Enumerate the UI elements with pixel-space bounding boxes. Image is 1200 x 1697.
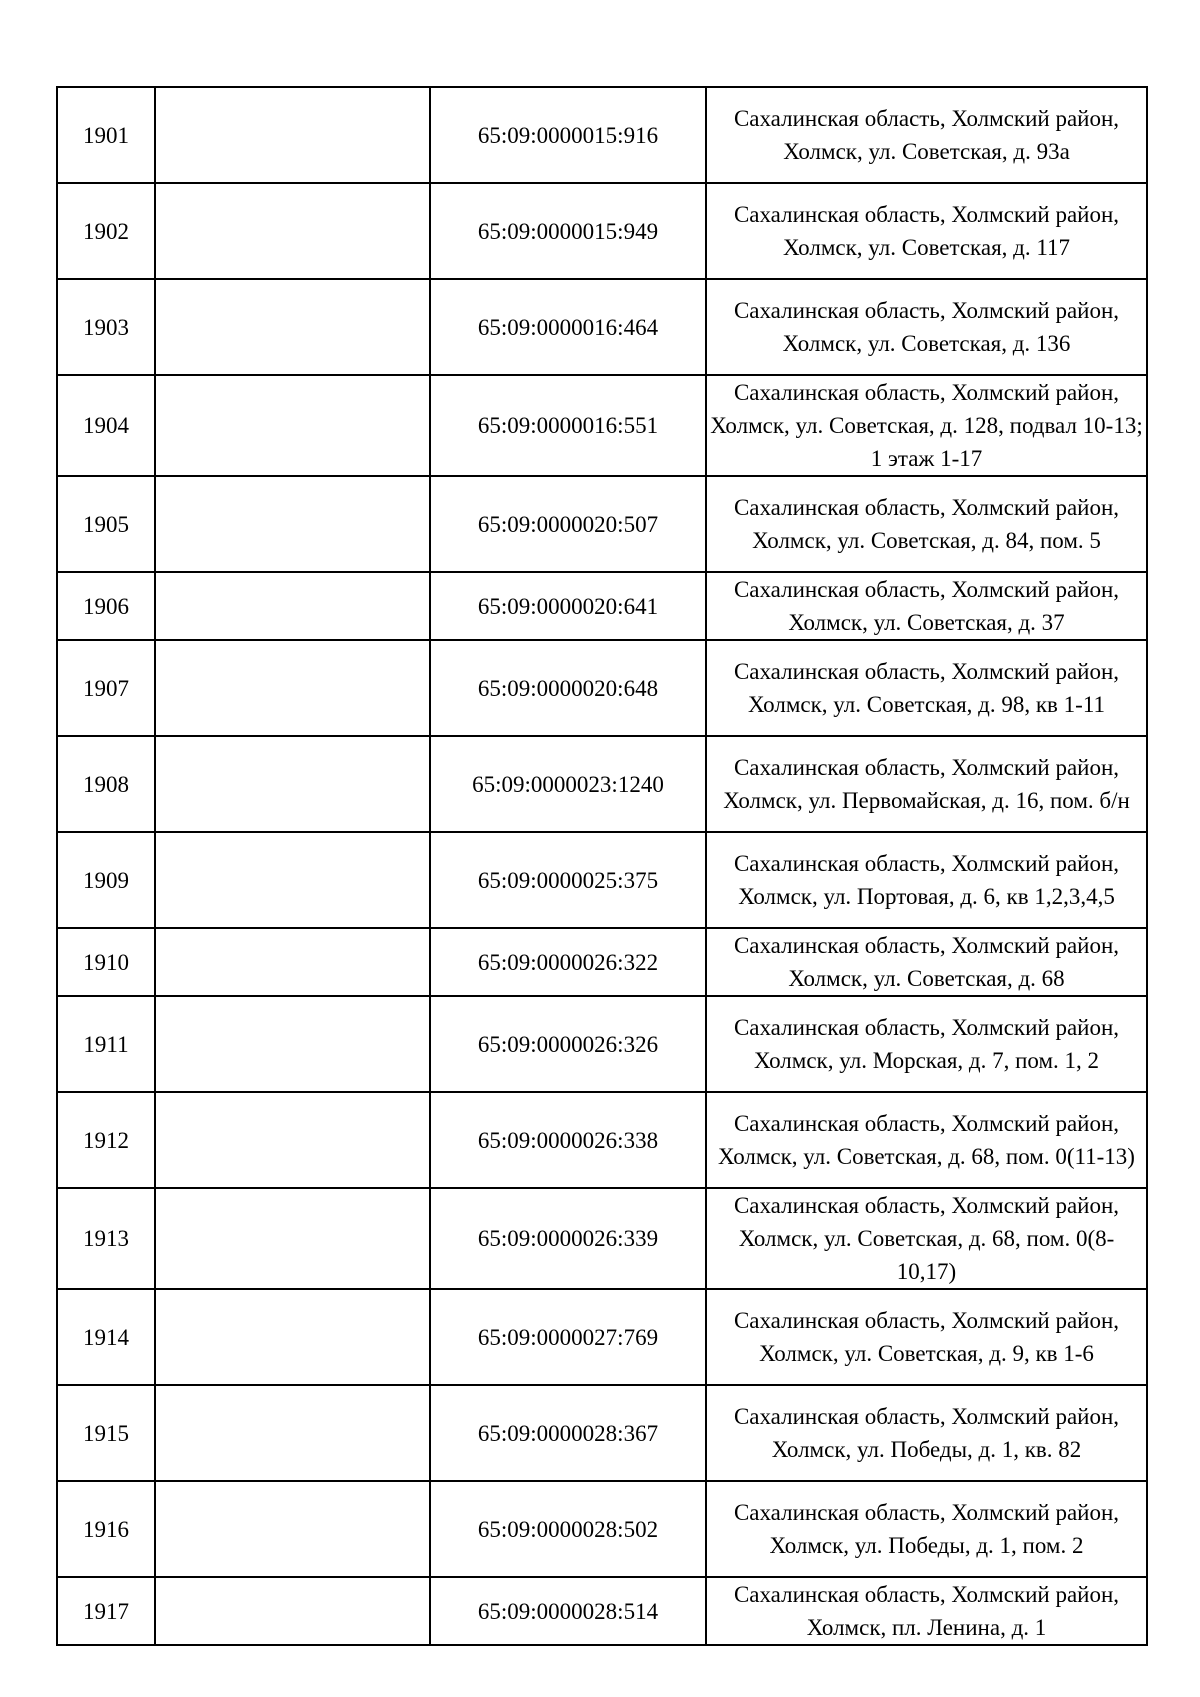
table-row [57, 996, 1147, 1092]
empty-cell [155, 996, 430, 1092]
empty-cell [155, 1577, 430, 1645]
empty-cell [155, 375, 430, 476]
cadastral-number: 65:09:0000020:507 [430, 476, 706, 572]
table-row [57, 87, 1147, 183]
empty-cell [155, 279, 430, 375]
table-row [57, 279, 1147, 375]
empty-cell [155, 1092, 430, 1188]
table-row [57, 1385, 1147, 1481]
cadastral-number: 65:09:0000015:916 [430, 87, 706, 183]
table-row [57, 183, 1147, 279]
table-row [57, 1289, 1147, 1385]
table-row [57, 1577, 1147, 1645]
empty-cell [155, 832, 430, 928]
row-number: 1903 [57, 279, 155, 375]
address: Сахалинская область, Холмский район, Холмск, ул. Победы, д. 1, кв. 82 [706, 1385, 1147, 1481]
row-number: 1912 [57, 1092, 155, 1188]
empty-cell [155, 736, 430, 832]
address: Сахалинская область, Холмский район, Холмск, ул. Морская, д. 7, пом. 1, 2 [706, 996, 1147, 1092]
row-number: 1916 [57, 1481, 155, 1577]
cadastral-number: 65:09:0000026:322 [430, 928, 706, 996]
address: Сахалинская область, Холмский район, Холмск, ул. Советская, д. 93а [706, 87, 1147, 183]
table-row [57, 832, 1147, 928]
empty-cell [155, 1481, 430, 1577]
address: Сахалинская область, Холмский район, Холмск, ул. Советская, д. 68 [706, 928, 1147, 996]
cadastral-number: 65:09:0000026:326 [430, 996, 706, 1092]
address: Сахалинская область, Холмский район, Холмск, ул. Советская, д. 37 [706, 572, 1147, 640]
cadastral-number: 65:09:0000020:641 [430, 572, 706, 640]
row-number: 1906 [57, 572, 155, 640]
row-number: 1908 [57, 736, 155, 832]
empty-cell [155, 640, 430, 736]
cadastral-number: 65:09:0000026:339 [430, 1188, 706, 1289]
empty-cell [155, 87, 430, 183]
empty-cell [155, 1289, 430, 1385]
cadastral-number: 65:09:0000026:338 [430, 1092, 706, 1188]
row-number: 1901 [57, 87, 155, 183]
table-row [57, 928, 1147, 996]
address: Сахалинская область, Холмский район, Холмск, ул. Первомайская, д. 16, пом. б/н [706, 736, 1147, 832]
table-row [57, 476, 1147, 572]
cadastral-number: 65:09:0000025:375 [430, 832, 706, 928]
address: Сахалинская область, Холмский район, Холмск, ул. Советская, д. 9, кв 1-6 [706, 1289, 1147, 1385]
cadastral-number: 65:09:0000027:769 [430, 1289, 706, 1385]
table-row [57, 1092, 1147, 1188]
address: Сахалинская область, Холмский район, Холмск, ул. Советская, д. 136 [706, 279, 1147, 375]
row-number: 1911 [57, 996, 155, 1092]
address: Сахалинская область, Холмский район, Холмск, ул. Советская, д. 68, пом. 0(8-10,17) [706, 1188, 1147, 1289]
address: Сахалинская область, Холмский район, Холмск, ул. Советская, д. 117 [706, 183, 1147, 279]
cadastral-number: 65:09:0000016:464 [430, 279, 706, 375]
empty-cell [155, 572, 430, 640]
table-row [57, 736, 1147, 832]
table-row [57, 1481, 1147, 1577]
address: Сахалинская область, Холмский район, Холмск, пл. Ленина, д. 1 [706, 1577, 1147, 1645]
address: Сахалинская область, Холмский район, Холмск, ул. Портовая, д. 6, кв 1,2,3,4,5 [706, 832, 1147, 928]
table-row [57, 1188, 1147, 1289]
address: Сахалинская область, Холмский район, Холмск, ул. Советская, д. 84, пом. 5 [706, 476, 1147, 572]
table-row [57, 572, 1147, 640]
table-row [57, 640, 1147, 736]
row-number: 1914 [57, 1289, 155, 1385]
empty-cell [155, 928, 430, 996]
row-number: 1902 [57, 183, 155, 279]
address: Сахалинская область, Холмский район, Холмск, ул. Советская, д. 128, подвал 10-13; 1 этаж 1-17 [706, 375, 1147, 476]
cadastral-number: 65:09:0000020:648 [430, 640, 706, 736]
row-number: 1917 [57, 1577, 155, 1645]
cadastral-number: 65:09:0000016:551 [430, 375, 706, 476]
address: Сахалинская область, Холмский район, Холмск, ул. Советская, д. 98, кв 1-11 [706, 640, 1147, 736]
cadastral-number: 65:09:0000023:1240 [430, 736, 706, 832]
row-number: 1910 [57, 928, 155, 996]
row-number: 1909 [57, 832, 155, 928]
property-table-body [57, 87, 1147, 1645]
cadastral-number: 65:09:0000015:949 [430, 183, 706, 279]
table-row [57, 375, 1147, 476]
row-number: 1905 [57, 476, 155, 572]
cadastral-number: 65:09:0000028:502 [430, 1481, 706, 1577]
row-number: 1904 [57, 375, 155, 476]
empty-cell [155, 183, 430, 279]
row-number: 1915 [57, 1385, 155, 1481]
property-table [56, 86, 1148, 1646]
empty-cell [155, 476, 430, 572]
cadastral-number: 65:09:0000028:367 [430, 1385, 706, 1481]
row-number: 1913 [57, 1188, 155, 1289]
address: Сахалинская область, Холмский район, Холмск, ул. Советская, д. 68, пом. 0(11-13) [706, 1092, 1147, 1188]
empty-cell [155, 1188, 430, 1289]
address: Сахалинская область, Холмский район, Холмск, ул. Победы, д. 1, пом. 2 [706, 1481, 1147, 1577]
cadastral-number: 65:09:0000028:514 [430, 1577, 706, 1645]
row-number: 1907 [57, 640, 155, 736]
empty-cell [155, 1385, 430, 1481]
